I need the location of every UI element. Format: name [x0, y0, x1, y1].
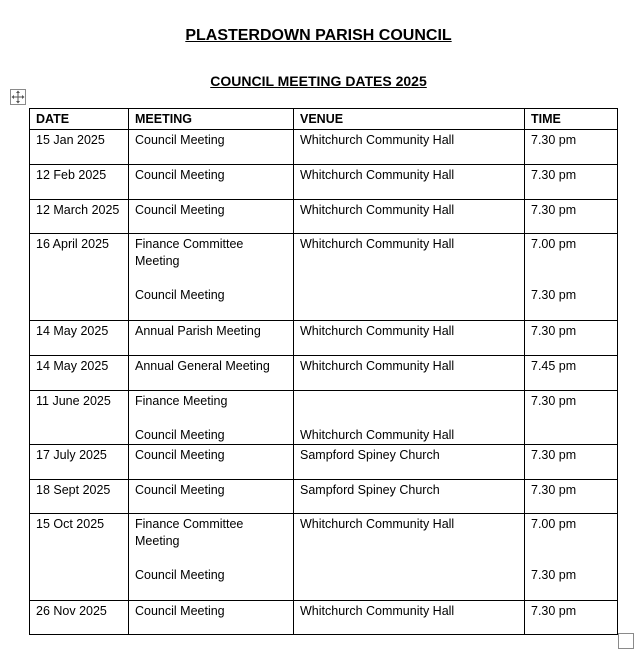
time-text: 7.30 pm — [531, 568, 577, 582]
time-text: 7.30 pm — [531, 483, 577, 497]
table-row — [30, 200, 618, 234]
time-text: 7.00 pm — [531, 237, 577, 251]
time-text: 7.30 pm — [531, 168, 577, 182]
date-text: 15 Jan 2025 — [36, 133, 105, 147]
date-text: 16 April 2025 — [36, 237, 109, 251]
date-cell — [30, 391, 129, 445]
meeting-text: Finance Meeting — [135, 394, 228, 408]
time-cell — [525, 165, 618, 200]
date-text: 12 Feb 2025 — [36, 168, 107, 182]
meeting-cell — [129, 356, 294, 391]
table-move-handle-icon[interactable] — [10, 89, 26, 105]
venue-text: Whitchurch Community Hall — [300, 203, 455, 217]
venue-text: Whitchurch Community Hall — [300, 428, 455, 442]
table-row — [30, 321, 618, 356]
time-cell — [525, 391, 618, 445]
meeting-text: Finance Committee — [135, 517, 244, 531]
table-resize-handle[interactable] — [618, 633, 634, 649]
meeting-text: Council Meeting — [135, 568, 225, 582]
date-cell — [30, 234, 129, 321]
table-row — [30, 130, 618, 165]
venue-cell — [294, 234, 525, 321]
table-header-row — [30, 109, 618, 130]
meeting-text: Council Meeting — [135, 604, 225, 618]
date-text: 12 March 2025 — [36, 203, 120, 217]
blank-line — [300, 393, 518, 410]
blank-line — [135, 550, 287, 567]
meeting-cell — [129, 165, 294, 200]
blank-line — [300, 410, 518, 427]
date-cell — [30, 165, 129, 200]
meeting-text: Council Meeting — [135, 428, 225, 442]
table-row — [30, 514, 618, 601]
venue-cell — [294, 130, 525, 165]
date-text: 15 Oct 2025 — [36, 517, 105, 531]
venue-text: Sampford Spiney Church — [300, 483, 440, 497]
venue-cell — [294, 165, 525, 200]
date-cell — [30, 445, 129, 480]
venue-text: Sampford Spiney Church — [300, 448, 440, 462]
venue-text: Whitchurch Community Hall — [300, 168, 455, 182]
meeting-cell — [129, 391, 294, 445]
blank-line — [531, 533, 611, 550]
venue-text: Whitchurch Community Hall — [300, 324, 455, 338]
date-cell — [30, 200, 129, 234]
date-cell — [30, 321, 129, 356]
blank-line — [531, 253, 611, 270]
table-row — [30, 234, 618, 321]
venue-cell — [294, 321, 525, 356]
meeting-dates-table — [29, 108, 618, 635]
time-cell — [525, 321, 618, 356]
blank-line — [135, 410, 287, 427]
venue-text: Whitchurch Community Hall — [300, 133, 455, 147]
date-text: 17 July 2025 — [36, 448, 107, 462]
venue-cell — [294, 601, 525, 635]
time-text: 7.30 pm — [531, 133, 577, 147]
header-date: DATE — [30, 109, 129, 130]
table-row — [30, 391, 618, 445]
meeting-cell — [129, 601, 294, 635]
time-text: 7.30 pm — [531, 448, 577, 462]
meeting-text: Meeting — [135, 254, 180, 268]
date-text: 26 Nov 2025 — [36, 604, 107, 618]
meeting-cell — [129, 514, 294, 601]
date-text: 14 May 2025 — [36, 359, 109, 373]
time-cell — [525, 130, 618, 165]
meeting-text: Annual Parish Meeting — [135, 324, 261, 338]
meeting-text: Annual General Meeting — [135, 359, 270, 373]
meeting-text: Meeting — [135, 534, 180, 548]
time-text: 7.30 pm — [531, 324, 577, 338]
document-title: PLASTERDOWN PARISH COUNCIL — [185, 27, 452, 44]
venue-text: Whitchurch Community Hall — [300, 604, 455, 618]
date-cell — [30, 514, 129, 601]
time-text: 7.30 pm — [531, 394, 577, 408]
meeting-text: Council Meeting — [135, 483, 225, 497]
meeting-text: Council Meeting — [135, 203, 225, 217]
date-text: 14 May 2025 — [36, 324, 109, 338]
header-meeting: MEETING — [129, 109, 294, 130]
time-cell — [525, 445, 618, 480]
meeting-cell — [129, 321, 294, 356]
venue-cell — [294, 356, 525, 391]
meeting-text: Finance Committee — [135, 237, 244, 251]
date-text: 18 Sept 2025 — [36, 483, 111, 497]
meeting-cell — [129, 480, 294, 514]
time-cell — [525, 601, 618, 635]
blank-line — [531, 550, 611, 567]
time-cell — [525, 356, 618, 391]
time-text: 7.30 pm — [531, 288, 577, 302]
time-text: 7.00 pm — [531, 517, 577, 531]
blank-line — [531, 270, 611, 287]
venue-text: Whitchurch Community Hall — [300, 517, 455, 531]
meeting-text: Council Meeting — [135, 168, 225, 182]
time-cell — [525, 514, 618, 601]
meeting-cell — [129, 200, 294, 234]
date-cell — [30, 480, 129, 514]
meeting-text: Council Meeting — [135, 448, 225, 462]
date-cell — [30, 601, 129, 635]
time-cell — [525, 234, 618, 321]
meeting-text: Council Meeting — [135, 133, 225, 147]
meeting-cell — [129, 130, 294, 165]
blank-line — [135, 270, 287, 287]
date-text: 11 June 2025 — [36, 394, 111, 408]
meeting-cell — [129, 445, 294, 480]
meeting-text: Council Meeting — [135, 288, 225, 302]
table-row — [30, 445, 618, 480]
table-row — [30, 165, 618, 200]
venue-cell — [294, 445, 525, 480]
document-subtitle: COUNCIL MEETING DATES 2025 — [210, 73, 427, 89]
table-row — [30, 356, 618, 391]
header-time: TIME — [525, 109, 618, 130]
venue-cell — [294, 391, 525, 445]
venue-text: Whitchurch Community Hall — [300, 237, 455, 251]
date-cell — [30, 130, 129, 165]
venue-cell — [294, 480, 525, 514]
venue-cell — [294, 514, 525, 601]
time-cell — [525, 200, 618, 234]
meeting-cell — [129, 234, 294, 321]
header-venue: VENUE — [294, 109, 525, 130]
time-text: 7.30 pm — [531, 604, 577, 618]
table-row — [30, 480, 618, 514]
table-row — [30, 601, 618, 635]
venue-cell — [294, 200, 525, 234]
date-cell — [30, 356, 129, 391]
time-text: 7.45 pm — [531, 359, 577, 373]
venue-text: Whitchurch Community Hall — [300, 359, 455, 373]
time-cell — [525, 480, 618, 514]
time-text: 7.30 pm — [531, 203, 577, 217]
